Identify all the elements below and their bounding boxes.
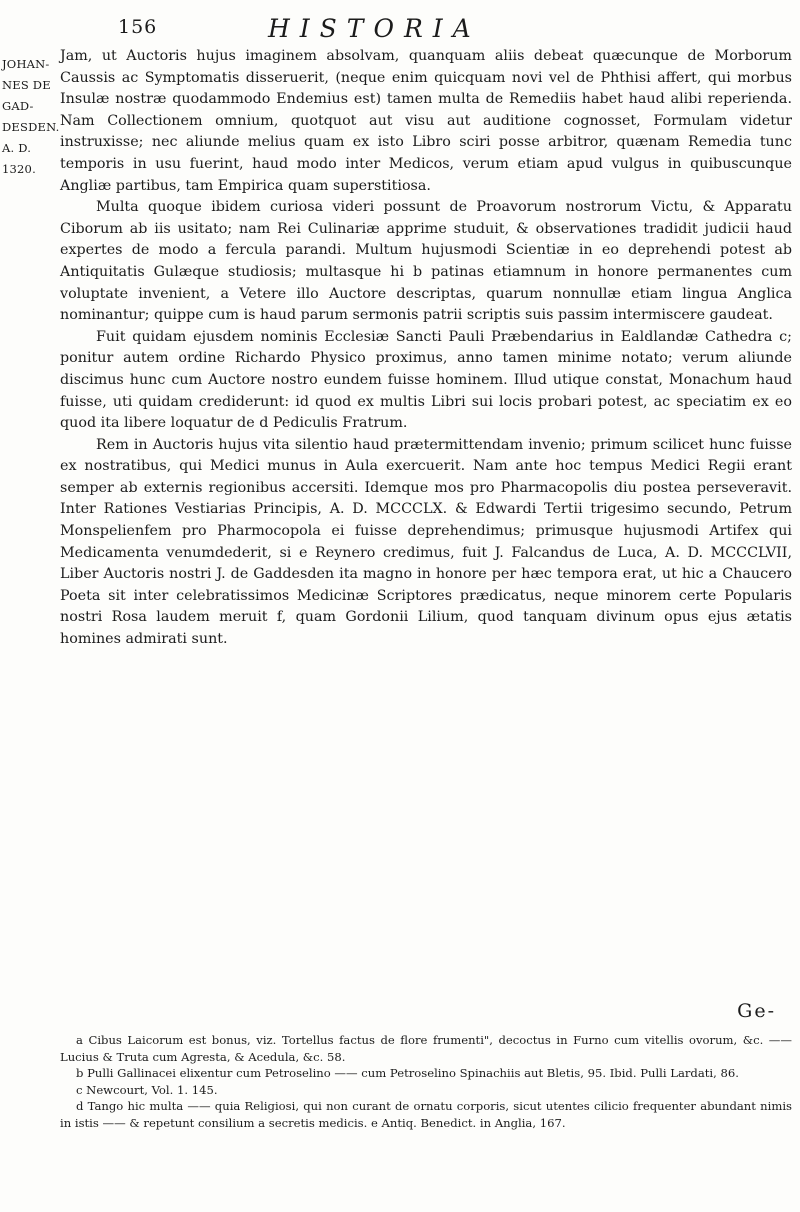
footnotes [60, 1032, 792, 1132]
main-text [60, 46, 792, 651]
margin-note [2, 54, 60, 180]
footnote: c Newcourt, Vol. 1. 145. [76, 1082, 218, 1097]
footnote: d Tango hic multa —— quia Religiosi, qui non curant de ornatu corporis, sicut utentes cilicio frequenter abundant nimis in istis —— & repetunt consilium a secretis medicis. e Antiq. Benedict. in Anglia, 167. [60, 1099, 792, 1130]
paragraph: Rem in Auctoris hujus vita silentio haud prætermittendam invenio; primum scilicet hunc fuisse ex nostratibus, qui Medici munus in Aula exercuerit. Nam ante hoc tempus Medici Regii erant semper ab externis regionibus accersiti. Idemque mos pro Pharmacopolis diu postea perseveravit. Inter Rationes Vestiarias Principis, A. D. MCCCLX. & Edwardi Tertii trigesimo secundo, Petrum Monspelienfem pro Pharmocopola ei fuisse deprehendimus; primusque hujusmodi Artifex qui Medicamenta venumdederit, si e Reynero credimus, fuit J. Falcandus de Luca, A. D. MCCCLVII, Liber Auctoris nostri J. de Gaddesden ita magno in honore per hæc tempora erat, ut hic a Chaucero Poeta sit inter celebratissimos Medicinæ Scriptores prædicatus, neque minorem certe Popularis nostri Rosa laudem meruit f, quam Gordonii Lilium, quod tanquam divinum opus ejus ætatis homines admirati sunt. [60, 436, 792, 648]
paragraph: Multa quoque ibidem curiosa videri possunt de Proavorum nostrorum Victu, & Apparatu Ciborum ab iis usitato; nam Rei Culinariæ apprime studuit, & observationes tradidit judicii haud expertes de modo a fercula parandi. Multum hujusmodi Scientiæ in eo deprehendi potest ab Antiquitatis Gulæque studiosis; multasque hi b patinas etiamnum in honore permanentes cum voluptate invenient, a Vetere illo Auctore descriptas, quarum nonnullæ etiam lingua Anglica nominantur; quippe cum is haud parum sermonis patrii scriptis suis passim intermiscere gaudeat. [60, 199, 792, 324]
margin-line: JOHAN- [2, 57, 50, 71]
page-header [118, 10, 678, 42]
paragraph: Jam, ut Auctoris hujus imaginem absolvam, quanquam aliis debeat quæcunque de Morborum Caussis ac Symptomatis disseruerit, (neque enim quicquam novi vel de Phthisi affert, qui morbus Insulæ nostræ quodammodo Endemius est) tamen multa de Remediis habet haud alibi reperienda. Nam Collectionem omnium, quotquot aut visu aut auditione cognosset, Formulam videtur instruxisse; nec aliunde melius quam ex isto Libro sciri posse arbitror, quænam Remedia tunc temporis in usu fuerint, haud modo inter Medicos, verum etiam apud vulgus in quibuscunque Angliæ partibus, tam Empirica quam superstitiosa. [60, 48, 792, 194]
footnote: b Pulli Gallinacei elixentur cum Petroselino —— cum Petroselino Spinachiis aut Bletis, 95. Ibid. Pulli Lardati, 86. [76, 1066, 739, 1081]
margin-line: 1320. [2, 162, 36, 176]
footnote: a Cibus Laicorum est bonus, viz. Tortellus factus de flore frumenti", decoctus in Furno cum vitellis ovorum, &c. —— Lucius & Truta cum Agresta, & Acedula, &c. 58. [60, 1033, 792, 1064]
margin-line: A. D. [2, 141, 32, 155]
margin-line: NES DE [2, 78, 51, 92]
paragraph: Fuit quidam ejusdem nominis Ecclesiæ Sancti Pauli Præbendarius in Ealdlandæ Cathedra c; ponitur autem ordine Richardo Physico proximus, anno tamen minime notato; verum aliunde discimus hunc cum Auctore nostro eundem fuisse hominem. Illud utique constat, Monachum haud fuisse, uti quidam crediderunt: id quod ex multis Libri sui locis probari potest, ac speciatim ex eo quod ita libere loquatur de d Pediculis Fratrum. [60, 328, 792, 432]
margin-line: GAD- [2, 99, 34, 113]
catchword: Ge- [737, 1000, 776, 1022]
page-number: 156 [118, 16, 158, 38]
running-title: HISTORIA [268, 14, 481, 43]
margin-line: DESDEN. [2, 120, 60, 134]
